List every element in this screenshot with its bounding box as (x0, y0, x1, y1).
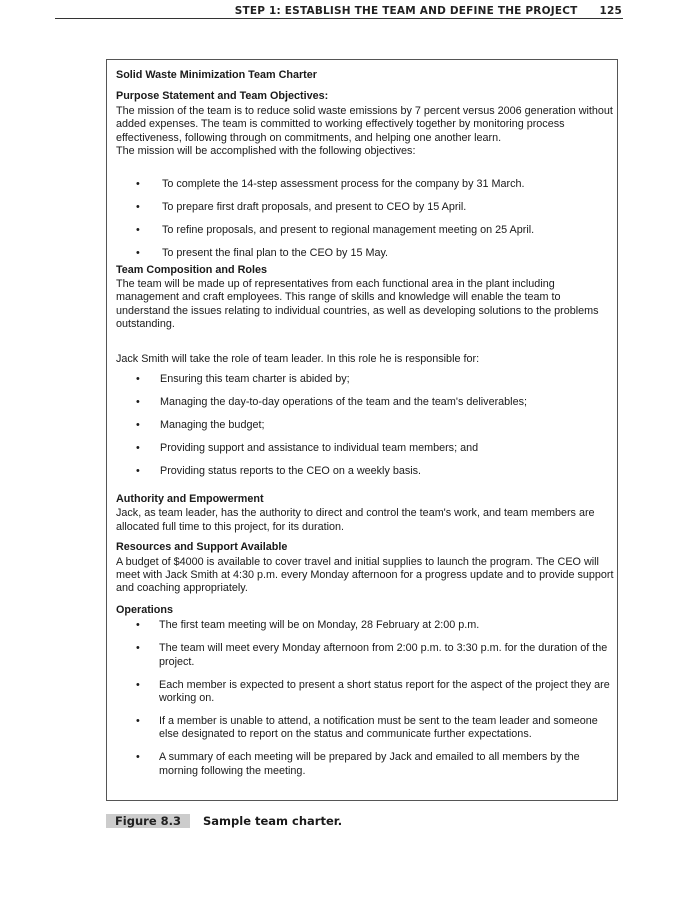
list-item: • The first team meeting will be on Monday, 28 February at 2:00 p.m. (136, 619, 480, 632)
list-item: • Each member is expected to present a short status report for the aspect of the project they are working on. (136, 678, 610, 704)
bullet: • (136, 678, 140, 691)
figure-label: Figure 8.3 (106, 814, 190, 828)
list-item: • If a member is unable to attend, a notification must be sent to the team leader and someone else designated to report on the status and communicate further expectations. (136, 714, 598, 741)
list-item: • The team will meet every Monday afternoon from 2:00 p.m. to 3:30 p.m. for the duration of the project. (136, 642, 608, 668)
bullet: • (136, 464, 140, 477)
objectives-list (116, 178, 616, 260)
resources-heading: Resources and Support Available (116, 541, 288, 554)
objectives-intro: The mission will be accomplished with the following objectives: (116, 145, 416, 158)
charter-title: Solid Waste Minimization Team Charter (116, 69, 317, 81)
figure-caption-text: Sample team charter. (203, 814, 343, 828)
bullet: • (136, 751, 140, 764)
bullet: • (136, 418, 140, 431)
running-header (0, 5, 622, 19)
running-title: STEP 1: ESTABLISH THE TEAM AND DEFINE THE PROJECT (234, 5, 578, 17)
page-number: 125 (599, 5, 622, 17)
bullet: • (136, 247, 140, 260)
composition-text: The team will be made up of representatives from each functional area in the plant including management and craft employees. This range of skills and knowledge will enable the team to understand the issues relating to individual countries, as well as developing solutions to the problems outstanding. (116, 277, 599, 331)
operations-list (116, 619, 616, 778)
bullet: • (136, 224, 140, 237)
charter-content (116, 69, 616, 787)
bullet: • (136, 178, 140, 191)
resources-text: A budget of $4000 is available to cover travel and initial supplies to launch the program. The CEO will meet with Jack Smith at 4:30 p.m. every Monday afternoon for a progress update and to provide support and coaching appropriately. (116, 555, 614, 595)
bullet: • (136, 714, 140, 727)
bullet: • (136, 441, 140, 454)
list-item: • Managing the budget; (136, 418, 265, 431)
list-item: • A summary of each meeting will be prepared by Jack and emailed to all members by the morning following the meeting. (136, 751, 580, 777)
authority-heading: Authority and Empowerment (116, 493, 264, 506)
list-item: • To present the final plan to the CEO by 15 May. (136, 247, 389, 260)
purpose-text: The mission of the team is to reduce solid waste emissions by 7 percent versus 2006 generation without added expenses. The team is committed to working effectively together by monitoring process effectiveness, following through on commitments, and helping one another learn. (116, 104, 613, 144)
bullet: • (136, 619, 140, 632)
list-item: • Ensuring this team charter is abided by; (136, 373, 350, 385)
authority-text: Jack, as team leader, has the authority to direct and control the team's work, and team members are allocated full time to this project, for its duration. (116, 507, 595, 533)
bullet: • (136, 395, 140, 408)
list-item: • To refine proposals, and present to regional management meeting on 25 April. (136, 224, 535, 237)
leader-intro: Jack Smith will take the role of team leader. In this role he is responsible for: (116, 352, 480, 365)
list-item: • Providing support and assistance to individual team members; and (136, 441, 479, 454)
header-rule (55, 18, 623, 19)
composition-heading: Team Composition and Roles (116, 263, 267, 276)
leader-responsibilities (116, 373, 616, 478)
bullet: • (136, 201, 140, 214)
list-item: • Managing the day-to-day operations of the team and the team's deliverables; (136, 395, 527, 408)
operations-heading: Operations (116, 603, 173, 616)
bullet: • (136, 642, 140, 655)
bullet: • (136, 373, 140, 385)
list-item: • Providing status reports to the CEO on a weekly basis. (136, 464, 422, 477)
list-item: • To prepare first draft proposals, and present to CEO by 15 April. (136, 201, 467, 214)
purpose-heading: Purpose Statement and Team Objectives: (116, 90, 329, 103)
list-item: • To complete the 14-step assessment process for the company by 31 March. (136, 178, 525, 191)
